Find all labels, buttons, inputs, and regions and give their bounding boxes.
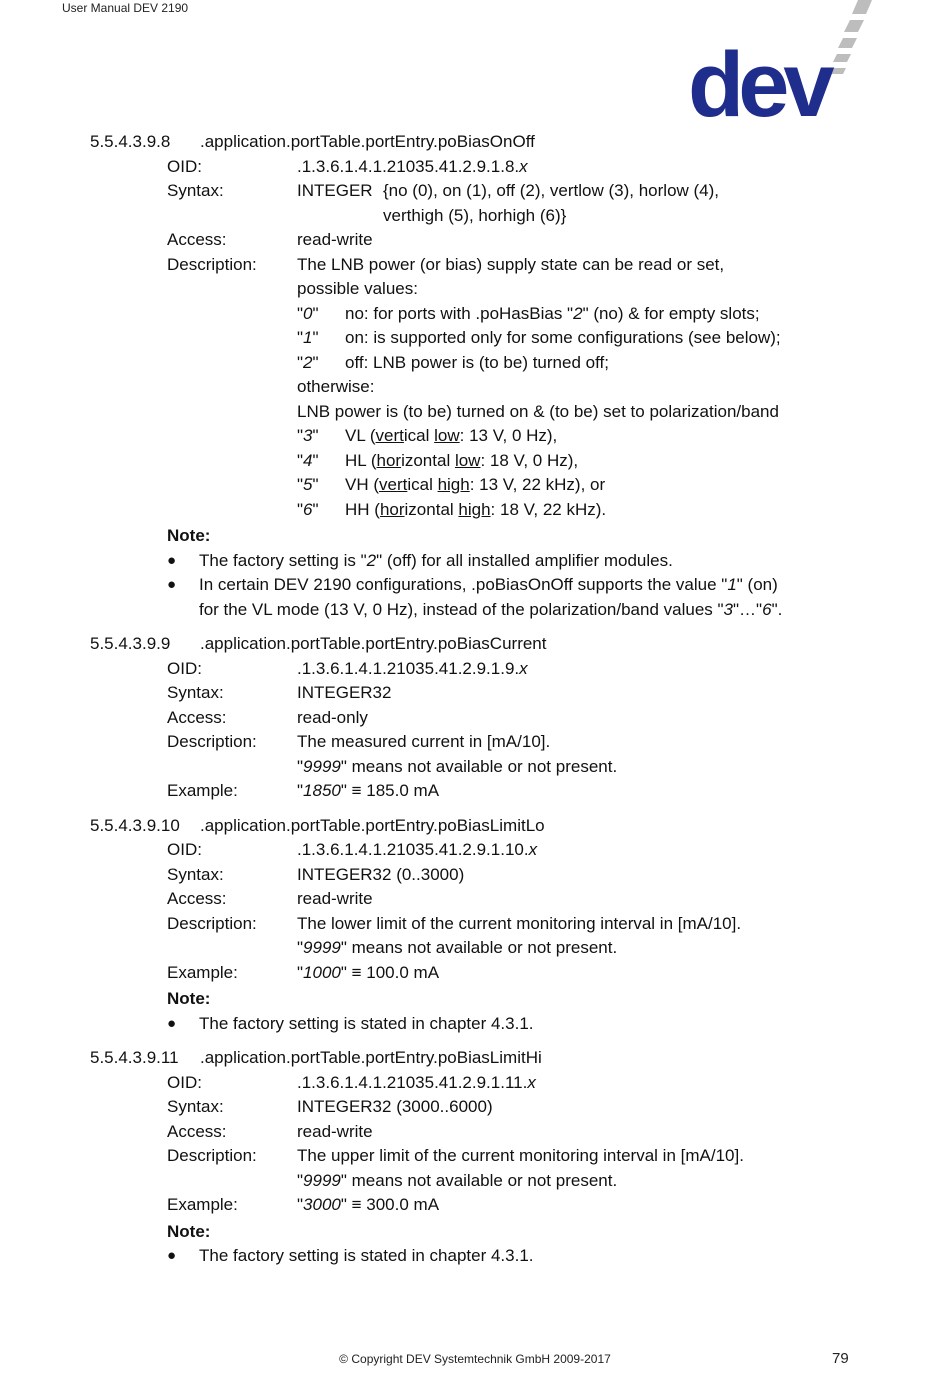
description-value: The lower limit of the current monitoring interval in [mA/10]. "9999" means not available or not present.: [297, 913, 742, 957]
access-value: read-only: [297, 707, 368, 727]
example-row: [167, 779, 850, 804]
note-bullets: [167, 1012, 850, 1037]
section-title: .application.portTable.portEntry.poBiasCurrent: [200, 634, 547, 653]
syntax-row: [167, 1095, 850, 1120]
access-label: Access:: [167, 230, 227, 249]
description-value: The LNB power (or bias) supply state can be read or set, possible values: "0" no: for ports with .poHasBias "2" (no) & for empty slots; "1" on: is supported only for some configurations (see below); "2" off: LNB power is (to be) turned off; otherwise: LNB power is (to be) turned on & (to be) set to polarization/band "3" VL (vertical low: 13 V, 0 Hz), "4" HL (horizontal low: 18 V, 0 Hz), "5" VH (vertical high: 13 V, 22 kHz), or "6" HH (horizontal high: 18 V, 22 kHz).: [297, 253, 850, 523]
page-header: User Manual DEV 2190: [62, 1, 189, 15]
bullet-icon: ●: [167, 576, 177, 593]
note-bullets: [167, 549, 850, 623]
note-bullets: [167, 1244, 850, 1269]
access-label: Access:: [167, 889, 227, 908]
section-poBiasLimitLo: [90, 814, 850, 1037]
access-value: read-write: [297, 230, 373, 249]
description-label: Description:: [167, 732, 257, 751]
section-poBiasLimitHi: [90, 1046, 850, 1269]
access-value: read-write: [297, 1121, 373, 1141]
logo-text: dev: [688, 34, 829, 120]
access-value: read-write: [297, 889, 373, 908]
access-row: [167, 228, 850, 253]
bullet-icon: ●: [167, 1247, 177, 1264]
example-row: [167, 1193, 850, 1218]
syntax-value: INTEGER32 (0..3000): [297, 864, 465, 884]
oid-label: OID:: [167, 840, 202, 859]
syntax-row: [167, 179, 850, 228]
example-label: Example:: [167, 962, 238, 982]
oid-row: [167, 1071, 850, 1096]
access-row: [167, 1120, 850, 1145]
description-value: The upper limit of the current monitoring interval in [mA/10]. "9999" means not available or not present.: [297, 1146, 744, 1190]
example-value: "1000" ≡ 100.0 mA: [297, 962, 440, 982]
section-heading: [90, 1046, 850, 1071]
oid-row: [167, 838, 850, 863]
syntax-label: Syntax:: [167, 1097, 224, 1116]
section-heading: [90, 632, 850, 657]
example-label: Example:: [167, 781, 238, 800]
section-title: .application.portTable.portEntry.poBiasLimitLo: [200, 815, 545, 835]
section-number: 5.5.4.3.9.11: [90, 1048, 179, 1067]
section-number: 5.5.4.3.9.8: [90, 132, 171, 151]
value-1: "1" on: is supported only for some configurations (see below);: [297, 328, 781, 347]
oid-label: OID:: [167, 658, 202, 678]
value-0: "0" no: for ports with .poHasBias "2" (no) & for empty slots;: [297, 303, 760, 323]
example-label: Example:: [167, 1195, 238, 1214]
logo-stripes: [829, 0, 872, 74]
note-label: Note:: [167, 1221, 211, 1241]
oid-row: [167, 657, 850, 682]
value-2: "2" off: LNB power is (to be) turned off;: [297, 352, 609, 372]
value-3: "3" VL (vertical low: 13 V, 0 Hz),: [297, 426, 558, 445]
description-value: The measured current in [mA/10]. "9999" means not available or not present.: [297, 732, 618, 776]
note-label: Note:: [167, 526, 211, 545]
section-poBiasOnOff: [90, 130, 850, 622]
value-6: "6" HH (horizontal high: 18 V, 22 kHz).: [297, 499, 607, 519]
section-heading: [90, 130, 850, 155]
syntax-row: [167, 681, 850, 706]
syntax-value: INTEGER32: [297, 683, 392, 702]
description-row: [167, 912, 850, 961]
document-body: [90, 130, 850, 1279]
bullet-icon: ●: [167, 551, 177, 569]
access-row: [167, 887, 850, 912]
oid-value: .1.3.6.1.4.1.21035.41.2.9.1.11.x: [297, 1072, 536, 1092]
value-5: "5" VH (vertical high: 13 V, 22 kHz), or: [297, 475, 606, 494]
note-bullet: ● The factory setting is "2" (off) for all installed amplifier modules.: [167, 549, 850, 574]
example-value: "1850" ≡ 185.0 mA: [297, 781, 440, 800]
bullet-icon: ●: [167, 1014, 177, 1032]
description-row: [167, 253, 850, 523]
note-bullet: ● The factory setting is stated in chapter 4.3.1.: [167, 1244, 850, 1269]
section-number: 5.5.4.3.9.10: [90, 815, 180, 835]
description-label: Description:: [167, 913, 257, 933]
description-label: Description:: [167, 254, 257, 274]
note-bullet: ● In certain DEV 2190 configurations, .poBiasOnOff supports the value "1" (on) for the VL mode (13 V, 0 Hz), instead of the polarization/band values "3"…"6".: [167, 573, 850, 622]
footer-copyright: © Copyright DEV Systemtechnik GmbH 2009-2017: [339, 1352, 611, 1366]
description-row: [167, 1144, 850, 1193]
section-number: 5.5.4.3.9.9: [90, 634, 171, 653]
description-label: Description:: [167, 1146, 257, 1165]
value-4: "4" HL (horizontal low: 18 V, 0 Hz),: [297, 450, 579, 470]
syntax-label: Syntax:: [167, 864, 224, 884]
syntax-label: Syntax:: [167, 181, 224, 200]
note-label: Note:: [167, 989, 211, 1008]
access-label: Access:: [167, 1121, 227, 1141]
oid-value: .1.3.6.1.4.1.21035.41.2.9.1.10.x: [297, 840, 538, 859]
syntax-value: INTEGER32 (3000..6000): [297, 1097, 493, 1116]
access-label: Access:: [167, 707, 227, 727]
section-title: .application.portTable.portEntry.poBiasOnOff: [200, 132, 535, 151]
dev-logo: [686, 0, 876, 120]
syntax-label: Syntax:: [167, 683, 224, 702]
example-value: "3000" ≡ 300.0 mA: [297, 1195, 440, 1214]
description-row: [167, 730, 850, 779]
oid-value: .1.3.6.1.4.1.21035.41.2.9.1.9.x: [297, 658, 528, 678]
oid-value: .1.3.6.1.4.1.21035.41.2.9.1.8.x: [297, 156, 528, 176]
section-heading: [90, 814, 850, 839]
section-poBiasCurrent: [90, 632, 850, 804]
page-number: 79: [832, 1350, 849, 1367]
note-bullet: ● The factory setting is stated in chapter 4.3.1.: [167, 1012, 850, 1037]
section-title: .application.portTable.portEntry.poBiasLimitHi: [200, 1048, 542, 1067]
oid-row: [167, 155, 850, 180]
oid-label: OID:: [167, 1072, 202, 1092]
syntax-row: [167, 863, 850, 888]
oid-label: OID:: [167, 156, 202, 176]
syntax-value: INTEGER {no (0), on (1), off (2), vertlow (3), horlow (4), verthigh (5), horhigh (6)}: [297, 181, 720, 225]
access-row: [167, 706, 850, 731]
example-row: [167, 961, 850, 986]
